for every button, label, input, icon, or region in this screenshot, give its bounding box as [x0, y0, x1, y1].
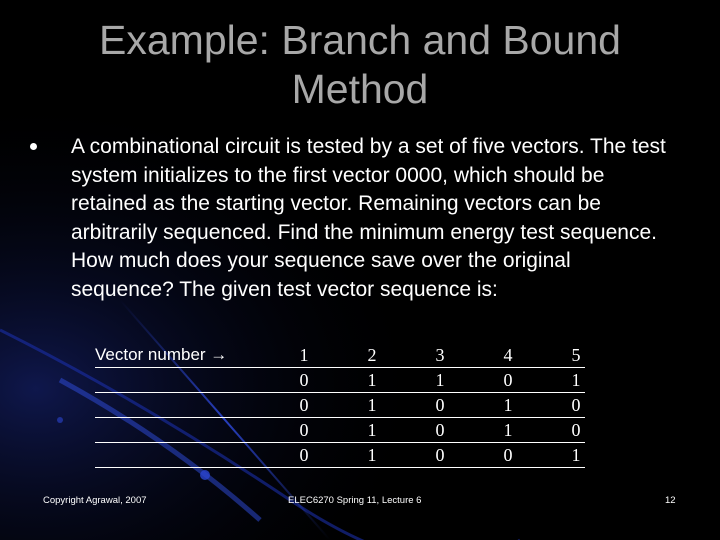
bit-cell: 0	[499, 443, 517, 468]
bit-cell: 0	[295, 443, 313, 468]
vector-number-label-text: Vector number	[95, 345, 206, 364]
footer-course: ELEC6270 Spring 11, Lecture 6	[288, 495, 422, 506]
vector-number-cell: 4	[499, 343, 517, 368]
bit-cell: 0	[431, 418, 449, 443]
bit-cell: 0	[295, 368, 313, 393]
vector-number-cell: 3	[431, 343, 449, 368]
table-row	[95, 443, 585, 468]
table-row	[95, 368, 585, 393]
bit-cell: 1	[499, 418, 517, 443]
bit-cell: 1	[363, 443, 381, 468]
bit-cell: 0	[295, 393, 313, 418]
bit-cell: 0	[567, 393, 585, 418]
vector-number-cell: 5	[567, 343, 585, 368]
bit-cell: 0	[431, 443, 449, 468]
table-row	[95, 393, 585, 418]
arrow-right-icon: →	[210, 345, 228, 364]
footer-copyright: Copyright Agrawal, 2007	[43, 495, 147, 506]
table-row	[95, 343, 585, 368]
bit-cell: 0	[295, 418, 313, 443]
bit-cell: 1	[567, 368, 585, 393]
table-row	[95, 418, 585, 443]
footer-page-number: 12	[665, 495, 676, 506]
bit-cell: 1	[431, 368, 449, 393]
bit-cell: 0	[567, 418, 585, 443]
bit-cell: 1	[567, 443, 585, 468]
bullet-icon	[30, 143, 37, 150]
bit-cell: 0	[499, 368, 517, 393]
slide-title-line1: Example: Branch and Bound	[99, 17, 621, 63]
vector-number-cell: 2	[363, 343, 381, 368]
bit-cell: 1	[363, 393, 381, 418]
vector-number-cell: 1	[295, 343, 313, 368]
bit-cell: 1	[499, 393, 517, 418]
bit-cell: 1	[363, 418, 381, 443]
bit-cell: 1	[363, 368, 381, 393]
vector-table	[95, 343, 585, 468]
slide-title-line2: Method	[291, 66, 429, 112]
body-paragraph: A combinational circuit is tested by a set of five vectors. The test system initializes to the first vector 0000, which should be retained as the starting vector. Remaining vectors can be arbitrarily sequenced. Find the minimum energy test sequence. How much does your sequence save over the original sequence? The given test vector sequence is:	[71, 135, 666, 301]
bit-cell: 0	[431, 393, 449, 418]
slide-title	[0, 16, 720, 114]
vector-number-label	[95, 343, 245, 368]
